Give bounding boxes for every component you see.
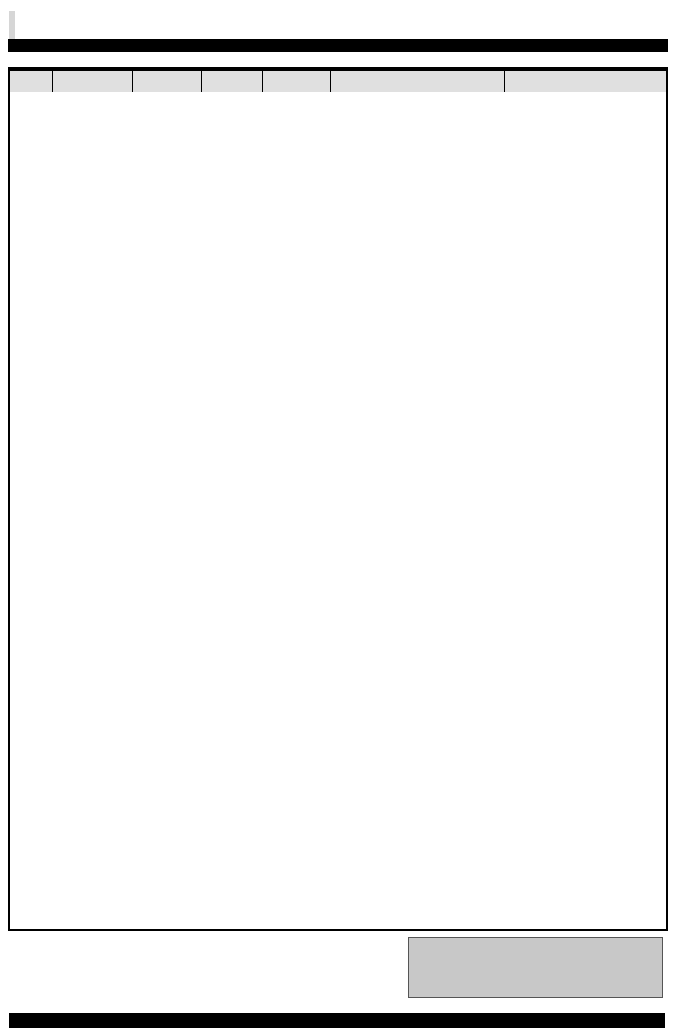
header-trees bbox=[262, 69, 330, 92]
table-header-row bbox=[10, 69, 666, 92]
total-row bbox=[10, 69, 666, 71]
grand-total-box bbox=[408, 937, 663, 998]
header-date bbox=[52, 69, 132, 92]
history-table bbox=[8, 67, 668, 931]
header-no bbox=[10, 69, 52, 92]
header-cooperation bbox=[504, 69, 666, 92]
page-title bbox=[9, 11, 15, 39]
header-participants bbox=[132, 69, 201, 92]
header-organizer bbox=[330, 69, 504, 92]
header-destination bbox=[201, 69, 262, 92]
bottom-black-bar bbox=[9, 1013, 665, 1028]
top-black-bar bbox=[8, 39, 668, 52]
